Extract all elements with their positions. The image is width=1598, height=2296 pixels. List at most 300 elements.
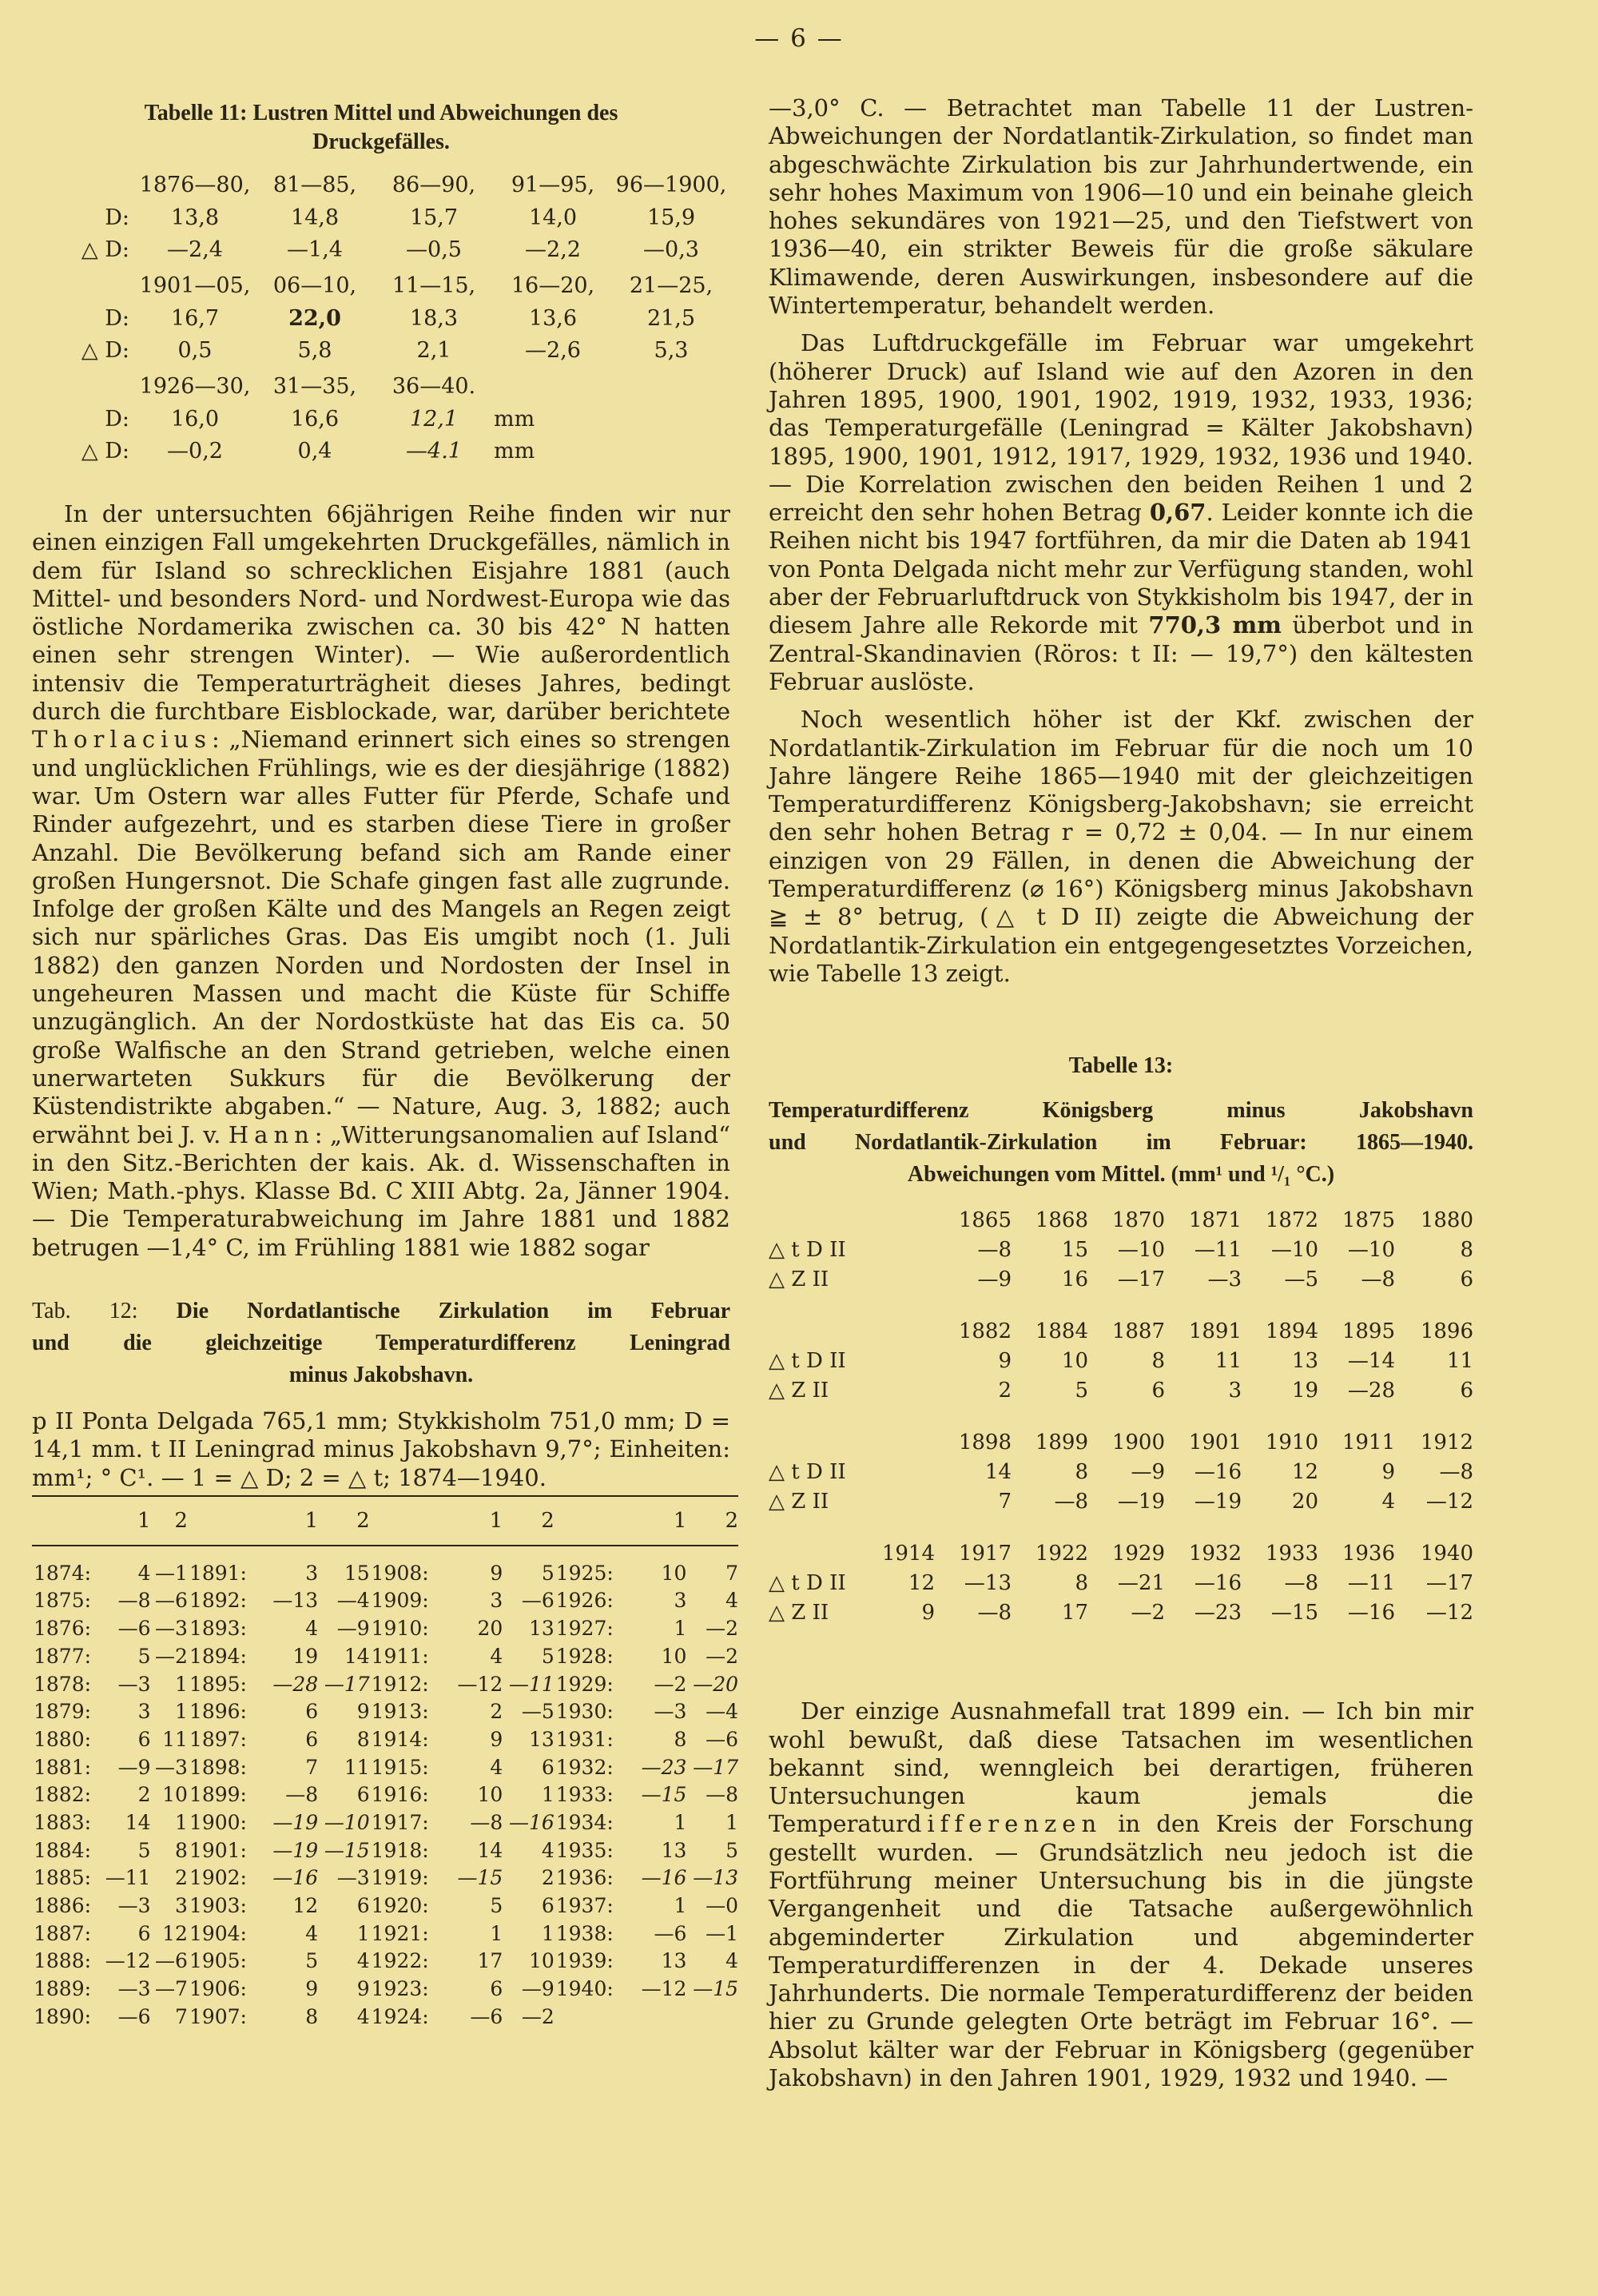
t13-row-label: △ Z II: [769, 1600, 829, 1625]
t13-year: 1882: [958, 1319, 1012, 1343]
t12-value-2: —0: [706, 1894, 738, 1917]
t12-year: 1896:: [189, 1700, 247, 1724]
t12-value-2: —4: [336, 1589, 370, 1613]
table13: [769, 1205, 1473, 1627]
t12-value-2: —9: [336, 1617, 370, 1641]
t13-value: 17: [1061, 1600, 1088, 1625]
t12-value-1: 8: [674, 1727, 687, 1751]
t12-value-1: 13: [661, 1949, 687, 1973]
t12-year: 1881:: [34, 1755, 92, 1779]
t12-value-2: 7: [175, 2004, 188, 2028]
t11-value: 16,0: [170, 406, 220, 432]
t13-value: —10: [1347, 1237, 1395, 1262]
t11-row-d: [32, 302, 730, 334]
t13-year: 1894: [1265, 1319, 1318, 1343]
t12-value-2: 8: [356, 1727, 370, 1751]
t12-value-2: —10: [324, 1810, 370, 1834]
t11-value: 0,4: [297, 438, 332, 464]
t13-value: —10: [1117, 1237, 1165, 1262]
t12-year: 1899:: [189, 1783, 247, 1807]
table-row: [32, 1697, 738, 1725]
t13-year-row: [769, 1516, 1473, 1568]
t12-value-1: 2: [490, 1700, 503, 1724]
t11-unit: mm: [494, 438, 535, 464]
t12-value-2: 2: [175, 1866, 188, 1890]
t12-value-2: 1: [356, 1921, 370, 1945]
t12-value-1: —6: [117, 2004, 151, 2028]
t13-value: —11: [1347, 1570, 1395, 1595]
t13-value: 16: [1061, 1267, 1088, 1291]
t12-value-1: 14: [125, 1810, 151, 1834]
t12-year: 1884:: [34, 1838, 92, 1862]
t12-year: 1885:: [34, 1866, 92, 1890]
t12-value-2: —6: [706, 1727, 738, 1751]
t13-value: —8: [1439, 1459, 1473, 1484]
t12-year: 1901:: [189, 1838, 247, 1862]
t12-value-2: 11: [344, 1755, 370, 1779]
t13-value: 8: [1075, 1570, 1088, 1595]
t12-value-1: —16: [272, 1866, 319, 1890]
t12-year: 1889:: [34, 1977, 92, 2001]
t12-value-2: 12: [162, 1921, 188, 1945]
t12-value-1: —3: [117, 1894, 151, 1917]
t11-period-header: 1901—05,: [139, 273, 251, 298]
t12-year: 1909:: [371, 1589, 429, 1613]
t13-year: 1910: [1265, 1430, 1318, 1454]
t12-year: 1919:: [371, 1866, 429, 1890]
t12-value-2: 1: [175, 1810, 188, 1834]
t12-year: 1902:: [189, 1866, 247, 1890]
t13-row-label: △ Z II: [769, 1489, 829, 1514]
table-row: [32, 1642, 738, 1670]
t13-year: 1868: [1035, 1208, 1088, 1232]
t11-value: 15,9: [646, 205, 696, 230]
t12-value-2: —1: [155, 1561, 188, 1585]
t11-period-header: 96—1900,: [615, 172, 727, 197]
t13-value: —16: [1194, 1459, 1242, 1484]
t12-year: 1893:: [189, 1617, 247, 1641]
table12: [32, 1495, 738, 2031]
t12-value-1: 1: [490, 1921, 503, 1945]
t12-value-2: 5: [541, 1561, 555, 1585]
t12-value-1: —6: [654, 1921, 687, 1945]
t12-col-header: 2: [174, 1508, 188, 1533]
t13-row-label: △ t D II: [769, 1237, 846, 1262]
t12-value-1: 13: [661, 1838, 687, 1862]
t12-value-2: —1: [706, 1921, 738, 1945]
t12-value-2: 9: [356, 1977, 370, 2001]
t12-year: 1886:: [34, 1894, 92, 1917]
t13-row-label: △ Z II: [769, 1267, 829, 1291]
t12-value-2: —17: [324, 1672, 370, 1696]
left-column: Tabelle 11: Lustren Mittel und Abweichungen des Druckgefälles. 1876—80, 81—85, 86—90, 91—95, 96—1900, D: 13,8 14,8 15,7 14,0 15,9 △ D: —2,4 —1,4 —0,5 —2,2 —0,3 1901—05, 06—10, 11—15, 16—20, 21—25, D: 16,7 22,0 18,3 13,6 21,5 △ D: 0,5 5,8 2,1 —2,6 5,3 1926—30, 31—35, 36—40. D: 16,0 16,6 12,1 mm △ D: —0,2 0,4 —4.1 mm In der untersuchten 66jährigen Reihe finden wir nur einen einzigen Fall umgekehrten Druckgefälles, nämlich in dem für Island so schrecklichen Eisjahre 1881 (auch Mittel- und besonders Nord- und Nordwest-Europa wie das östliche Nordamerika zwischen ca. 30 bis 42° N hatten einen sehr strengen Winter). — Wie außerordentlich intensiv die Temperaturträgheit dieses Jahres, bedingt durch die furchtbare Eisblockade, war, darüber berichtete Thorlacius: „Niemand erinnert sich eines so strengen und unglücklichen Frühlings, wie es der diesjährige (1882) war. Um Ostern war alles Futter für Pferde, Schafe und Rinder aufgezehrt, und es starben diese Tiere in großer Anzahl. Die Bevölkerung befand sich am Rande einer großen Hungersnot. Die Schafe gingen fast alle zugrunde. Infolge der großen Kälte und des Mangels an Regen zeigt sich nur spärliches Gras. Das Eis umgibt noch (1. Juli 1882) den ganzen Norden und Nordosten der Insel in ungeheuren Massen und macht die Küste für Schiffe unzugänglich. An der Nordostküste hat das Eis ca. 50 große Walfische an den Strand getrieben, welche einen unerwarteten Sukkurs für die Bevölkerung der Küstendistrikte abgaben.“ — Nature, Aug. 3, 1882; auch erwähnt bei J. v. Hann: „Witterungsanomalien auf Island“ in den Sitz.-Berichten der kais. Ak. d. Wissenschaften in Wien; Math.-phys. Klasse Bd. C XIII Abtg. 2a, Jänner 1904. — Die Temperaturabweichung im Jahre 1881 und 1882 betrugen —1,4° C, im Frühling 1881 wie 1882 sogar Tab. 12: Die Nordatlantische Zirkulation im Februar und die gleichzeitige Temperaturdifferenz Leningrad minus Jakobshavn. p II Ponta Delgada 765,1 mm; Stykkisholm 751,0 mm; D = 14,1 mm. t II Leningrad minus Jakobshavn 9,7°; Einheiten: mm¹; ° C¹. — 1 = △ D; 2 = △ t; 1874—1940. 1 2 1 2 1 2 1 2 1874: 4 —1 1891: 3 15 1908: 9 5 1925: 10 7 1875: —8 —6 1892: —13 —4 1909: 3 —6 1926: 3 4 1876: —6 —3 1893: 4 —9 1910: 20 13 1927: 1 —2 1877: 5 —2 1894: 19 14 1911: 4 5 1928: 10 —2 1878: —3 1 1895: —28 —17 1912: —12 —11 1929: —2 —20 1879: 3 1 1896: 6 9 1913: 2 —5 1930: —3 —4 1880: 6 11 1897: 6 8 1914: 9 13 1931: 8 —6 1881: —9 —3 1898: 7 11 1915: 4 6 1932: —23 —17 1882: 2 10 1899: —8 6 1916: 10 1 1933: —15 —8 1883: 14 1 1900: —19 —10 1917: —8 —16 1934: 1 1 1884: 5 8 1901: —19 —15 1918: 14 4 1935: 13 5 1885: —11 2 1902: —16 —3 1919: —15 2 1936: —16 —13 1886: —3 3 1903: 12 6 1920: 5 6 1937: 1 —0 1887: 6 12 1904: 4 1 1921: 1 1 1938: —6 —1 1888: —12 —6 1905: 5 4 1922: 17 10 1939: 13 4 1889: —3 —7 1906: 9 9 1923: 6 —9 1940: —12 —15 1890: —6 7 1907: 8 4 1924: —6 —2: [32, 94, 730, 2031]
t12-value-1: —8: [285, 1783, 319, 1807]
author-name-thorlacius: Thorlacius: [32, 726, 212, 754]
t11-row-d: [32, 201, 730, 233]
t12-year: 1925:: [555, 1561, 614, 1585]
t12-year: 1874:: [34, 1561, 92, 1585]
t12-year: 1905:: [189, 1949, 247, 1973]
t12-value-2: 6: [541, 1894, 555, 1917]
t12-year: 1933:: [555, 1783, 614, 1807]
t13-value: 7: [998, 1489, 1012, 1514]
t13-year: 1900: [1111, 1430, 1165, 1454]
t13-value: 9: [998, 1348, 1012, 1373]
t12-value-2: —2: [521, 2004, 555, 2028]
t13-value: —8: [977, 1600, 1012, 1625]
t13-value: —8: [1054, 1489, 1088, 1514]
t11-row-label: △ D:: [81, 237, 129, 262]
table12-note: p II Ponta Delgada 765,1 mm; Stykkisholm 751,0 mm; D = 14,1 mm. t II Leningrad minus Jakobshavn 9,7°; Einheiten: mm¹; ° C¹. — 1 = △ D; 2 = △ t; 1874—1940.: [32, 1407, 730, 1491]
t13-row-label: △ t D II: [769, 1570, 846, 1595]
t12-value-1: 9: [305, 1977, 319, 2001]
t12-year: 1939:: [555, 1949, 614, 1973]
t13-value: —28: [1347, 1378, 1395, 1403]
t12-value-2: 10: [162, 1783, 188, 1807]
t12-year: 1921:: [371, 1921, 429, 1945]
t13-value: —19: [1194, 1489, 1242, 1514]
t11-header-row: [32, 265, 730, 302]
t13-value: 4: [1381, 1489, 1395, 1514]
t12-year: 1907:: [189, 2004, 247, 2028]
t13-year: 1880: [1420, 1208, 1473, 1232]
t12-value-1: 1: [674, 1810, 687, 1834]
t12-value-1: 3: [674, 1589, 687, 1613]
t12-value-2: —17: [693, 1755, 738, 1779]
t12-col-header: 1: [489, 1508, 503, 1533]
t12-value-1: —8: [470, 1810, 503, 1834]
t13-row-t: [769, 1235, 1473, 1264]
t12-year: 1879:: [34, 1700, 92, 1724]
table-row: [32, 1614, 738, 1642]
t13-value: 5: [1075, 1378, 1088, 1403]
t12-value-1: 19: [292, 1644, 319, 1668]
t13-value: —8: [1361, 1267, 1395, 1291]
page-number: — 6 —: [754, 24, 844, 53]
t13-year: 1896: [1420, 1319, 1473, 1343]
t13-year-row: [769, 1294, 1473, 1346]
t12-value-2: —7: [155, 1977, 188, 2001]
t12-year: 1917:: [371, 1810, 429, 1834]
t12-year: 1938:: [555, 1921, 614, 1945]
t12-year: 1934:: [555, 1810, 614, 1834]
t12-year: 1891:: [189, 1561, 247, 1585]
table-row: [32, 1781, 738, 1809]
t13-value: 11: [1446, 1348, 1473, 1373]
t13-value: —16: [1347, 1600, 1395, 1625]
t12-value-1: —12: [641, 1977, 687, 2001]
t12-value-1: —15: [457, 1866, 503, 1890]
t12-value-2: 1: [175, 1672, 188, 1696]
t12-value-2: 4: [356, 1949, 370, 1973]
t12-value-2: 5: [541, 1644, 555, 1668]
t12-value-2: —4: [706, 1700, 738, 1724]
t12-year: 1898:: [189, 1755, 247, 1779]
t12-value-1: —16: [641, 1866, 687, 1890]
t13-value: 6: [1460, 1378, 1473, 1403]
t12-value-1: 3: [137, 1700, 151, 1724]
table-row: [32, 1809, 738, 1836]
right-paragraph-2: Das Luftdruckgefälle im Februar war umgekehrt (höherer Druck) auf Island wie auf den Azoren in den Jahren 1895, 1900, 1901, 1902, 1919, 1932, 1933, 1936; das Temperaturgefälle (Leningrad = Kälter Jakobshavn) 1895, 1900, 1901, 1912, 1917, 1929, 1932, 1936 und 1940. — Die Korrelation zwischen den beiden Reihen 1 und 2 erreicht den sehr hohen Betrag 0,67. Leider konnte ich die Reihen nicht bis 1947 fortführen, da mir die Daten ab 1941 von Ponta Delgada nicht mehr zur Verfügung standen, wohl aber der Februarluftdruck von Stykkisholm bis 1947, der in diesem Jahre alle Rekorde mit 770,3 mm überbot und in Zentral-Skandinavien (Röros: t II: — 19,7°) den kältesten Februar auslöste.: [769, 329, 1474, 695]
table-row: [32, 1892, 738, 1920]
t12-value-2: 6: [356, 1894, 370, 1917]
t13-row-t: [769, 1346, 1473, 1375]
t12-value-1: 10: [661, 1644, 687, 1668]
t13-row-t: [769, 1457, 1473, 1486]
t12-value-2: 4: [725, 1589, 738, 1613]
t13-value: 9: [1381, 1459, 1395, 1484]
t12-value-2: 5: [725, 1838, 738, 1862]
t13-value: —8: [1284, 1570, 1318, 1595]
t11-value: 13,6: [528, 305, 578, 331]
t12-value-2: 13: [528, 1727, 555, 1751]
t11-row-label: D:: [105, 205, 129, 230]
t13-year: 1871: [1188, 1208, 1242, 1232]
t12-value-2: —3: [155, 1617, 188, 1641]
t13-row-t: [769, 1568, 1473, 1598]
t12-value-1: —19: [272, 1838, 319, 1862]
t11-value: 14,8: [290, 205, 340, 230]
t12-value-1: 12: [292, 1894, 319, 1917]
t12-col-header: 2: [541, 1508, 555, 1533]
t12-year: 1894:: [189, 1644, 247, 1668]
t12-value-2: 2: [541, 1866, 555, 1890]
t13-value: 8: [1075, 1459, 1088, 1484]
t12-value-2: —5: [521, 1700, 555, 1724]
t13-value: 12: [908, 1570, 935, 1595]
t13-year: 1872: [1265, 1208, 1318, 1232]
table-row: [32, 2003, 738, 2031]
t12-value-2: 1: [725, 1810, 738, 1834]
t12-value-2: 15: [344, 1561, 370, 1585]
t13-year: 1940: [1420, 1541, 1473, 1566]
t13-value: 8: [1151, 1348, 1165, 1373]
t12-year: 1928:: [555, 1644, 614, 1668]
t12-value-1: —2: [654, 1672, 687, 1696]
t13-year: 1891: [1188, 1319, 1242, 1343]
t12-value-1: 7: [305, 1755, 319, 1779]
t12-year: 1910:: [371, 1617, 429, 1641]
t12-value-2: —9: [521, 1977, 555, 2001]
t11-period-header: 11—15,: [392, 273, 476, 298]
t12-year: 1904:: [189, 1921, 247, 1945]
right-paragraph-4: Der einzige Ausnahmefall trat 1899 ein. — Ich bin mir wohl bewußt, daß diese Tatsachen im wesentlichen bekannt sind, wenngleich bei derartigen, früheren Untersuchungen kaum jemals die Temperaturdifferenzen in den Kreis der Forschung gestellt wurden. — Grundsätzlich neu jedoch ist die Fortführung meiner Untersuchung bis in die jüngste Vergangenheit und die Tatsache außergewöhnlich abgeminderter Zirkulation und abgeminderter Temperaturdifferenzen in der 4. Dekade unseres Jahrhunderts. Die normale Temperaturdifferenz der beiden hier zu Grunde gelegten Orte beträgt im Februar 16°. — Absolut kälter war der Februar in Königsberg (gegenüber Jakobshavn) in den Jahren 1901, 1929, 1932 und 1940. —: [769, 1697, 1473, 2092]
t13-value: —17: [1117, 1267, 1165, 1291]
t13-value: —21: [1117, 1570, 1165, 1595]
t12-value-1: 8: [305, 2004, 319, 2028]
t12-year: 1923:: [371, 1977, 429, 2001]
t11-period-header: 36—40.: [392, 373, 476, 399]
t11-period-header: 1926—30,: [139, 373, 251, 399]
table13-caption-2: und Nordatlantik-Zirkulation im Februar: 1865—1940.: [769, 1130, 1473, 1156]
t12-value-2: —2: [706, 1617, 738, 1641]
t13-value: —16: [1194, 1570, 1242, 1595]
t11-unit: mm: [494, 406, 535, 432]
t12-value-1: 5: [305, 1949, 319, 1973]
t12-col-header: 2: [725, 1508, 738, 1533]
t12-value-2: —3: [336, 1866, 370, 1890]
t12-value-2: 4: [541, 1838, 555, 1862]
table-row: [32, 1864, 738, 1892]
t12-col-header: 1: [673, 1508, 687, 1533]
table-row: [32, 1587, 738, 1615]
t12-value-1: 3: [305, 1561, 319, 1585]
t11-value: 15,7: [409, 205, 459, 230]
t11-value: 16,7: [170, 305, 220, 331]
t12-year: 1876:: [34, 1617, 92, 1641]
t12-year: 1908:: [371, 1561, 429, 1585]
t13-year: 1936: [1342, 1541, 1395, 1566]
t13-year: 1887: [1111, 1319, 1165, 1343]
t11-value: —2,6: [525, 337, 581, 363]
t11-value: 0,5: [177, 337, 213, 363]
table-row: [32, 1920, 738, 1948]
t13-year: 1932: [1188, 1541, 1242, 1566]
t11-row-label: △ D:: [81, 337, 129, 363]
right-paragraph-1: —3,0° C. — Betrachtet man Tabelle 11 der Lustren-Abweichungen der Nordatlantik-Zirkulation, so findet man abgeschwächte Zirkulation bis zur Jahrhundertwende, ein sehr hohes Maximum von 1906—10 und ein beinahe gleich hohes sekundäres von 1921—25, und den Tiefstwert von 1936—40, ein strikter Beweis für die große säkulare Klimawende, deren Auswirkungen, insbesondere auf die Wintertemperatur, behandelt werden.: [769, 94, 1473, 320]
t13-value: —15: [1270, 1600, 1318, 1625]
t12-value-1: 6: [305, 1727, 319, 1751]
t13-value: 9: [921, 1600, 935, 1625]
t13-value: 2: [998, 1378, 1012, 1403]
t12-value-2: —8: [706, 1783, 738, 1807]
t13-year: 1914: [881, 1541, 935, 1566]
t12-value-2: 8: [175, 1838, 188, 1862]
t13-value: 19: [1291, 1378, 1318, 1403]
t11-period-header: 16—20,: [511, 273, 595, 298]
t12-value-1: —13: [272, 1589, 319, 1613]
t13-value: —5: [1284, 1267, 1318, 1291]
t13-value: —11: [1194, 1237, 1242, 1262]
t13-value: 20: [1291, 1489, 1318, 1514]
t12-year: 1900:: [189, 1810, 247, 1834]
t12-value-2: 6: [541, 1755, 555, 1779]
t11-header-row: [32, 165, 730, 201]
t12-value-1: 10: [477, 1783, 503, 1807]
t12-year: 1880:: [34, 1727, 92, 1751]
t12-year: 1897:: [189, 1727, 247, 1751]
t12-value-1: —28: [272, 1672, 319, 1696]
t12-value-2: 13: [528, 1617, 555, 1641]
table-row: [32, 1670, 738, 1698]
t13-year: 1922: [1035, 1541, 1088, 1566]
t13-year: 1865: [958, 1208, 1012, 1232]
t12-value-2: —6: [521, 1589, 555, 1613]
t12-value-1: —6: [470, 2004, 503, 2028]
t11-value: 5,8: [297, 337, 332, 363]
t12-col-header: 1: [137, 1508, 151, 1533]
t12-year: 1883:: [34, 1810, 92, 1834]
t12-value-1: 5: [137, 1644, 151, 1668]
t11-value: —2,4: [167, 237, 223, 262]
t13-value: —9: [977, 1267, 1012, 1291]
t11-value: —0,5: [406, 237, 462, 262]
t12-year: 1935:: [555, 1838, 614, 1862]
t11-row-label: D:: [105, 406, 129, 432]
table13-caption-3: Abweichungen vom Mittel. (mm¹ und ¹/₁ °C.): [907, 1162, 1335, 1188]
right-column: [769, 94, 1473, 2092]
t12-value-1: 1: [674, 1617, 687, 1641]
t12-value-1: 5: [137, 1838, 151, 1862]
t12-year: 1890:: [34, 2004, 92, 2028]
t11-value: —4.1: [406, 438, 462, 464]
t12-value-1: 3: [490, 1589, 503, 1613]
t12-value-2: —13: [693, 1866, 738, 1890]
left-paragraph: In der untersuchten 66jährigen Reihe finden wir nur einen einzigen Fall umgekehrten Druckgefälles, nämlich in dem für Island so schrecklichen Eisjahre 1881 (auch Mittel- und besonders Nord- und Nordwest-Europa wie das östliche Nordamerika zwischen ca. 30 bis 42° N hatten einen sehr strengen Winter). — Wie außerordentlich intensiv die Temperaturträgheit dieses Jahres, bedingt durch die furchtbare Eisblockade, war, darüber berichtete Thorlacius: „Niemand erinnert sich eines so strengen und unglücklichen Frühlings, wie es der diesjährige (1882) war. Um Ostern war alles Futter für Pferde, Schafe und Rinder aufgezehrt, und es starben diese Tiere in großer Anzahl. Die Bevölkerung befand sich am Rande einer großen Hungersnot. Die Schafe gingen fast alle zugrunde. Infolge der großen Kälte und des Mangels an Regen zeigt sich nur spärliches Gras. Das Eis umgibt noch (1. Juli 1882) den ganzen Norden und Nordosten der Insel in ungeheuren Massen und macht die Küste für Schiffe unzugänglich. An der Nordostküste hat das Eis ca. 50 große Walfische an den Strand getrieben, welche einen unerwarteten Sukkurs für die Bevölkerung der Küstendistrikte abgaben.“ — Nature, Aug. 3, 1882; auch erwähnt bei J. v. Hann: „Witterungsanomalien auf Island“ in den Sitz.-Berichten der kais. Ak. d. Wissenschaften in Wien; Math.-phys. Klasse Bd. C XIII Abtg. 2a, Jänner 1904. — Die Temperaturabweichung im Jahre 1881 und 1882 betrugen —1,4° C, im Frühling 1881 wie 1882 sogar: [32, 500, 730, 1261]
t11-value: —0,3: [643, 237, 699, 262]
t11-value: 16,6: [290, 406, 340, 432]
t13-year: 1901: [1188, 1430, 1242, 1454]
t13-year-row: [769, 1405, 1473, 1457]
t12-value-2: 1: [175, 1700, 188, 1724]
t13-year: 1917: [958, 1541, 1012, 1566]
author-name-hann: Hann: [228, 1120, 315, 1148]
t12-value-2: —6: [155, 1589, 188, 1613]
t12-value-2: 4: [356, 2004, 370, 2028]
t11-period-header: 86—90,: [392, 172, 476, 197]
t11-value: 22,0: [288, 305, 341, 331]
t12-year: 1912:: [371, 1672, 429, 1696]
t12-value-1: —12: [457, 1672, 503, 1696]
t12-value-1: —3: [117, 1672, 151, 1696]
t12-year: 1875:: [34, 1589, 92, 1613]
t12-value-2: —11: [508, 1672, 555, 1696]
table13-title: Tabelle 13:: [1068, 1053, 1174, 1079]
t12-value-1: 9: [490, 1561, 503, 1585]
t12-value-1: 10: [661, 1561, 687, 1585]
t12-value-1: 5: [490, 1894, 503, 1917]
t12-value-2: —2: [155, 1644, 188, 1668]
t13-value: —10: [1270, 1237, 1318, 1262]
t12-value-2: —2: [706, 1644, 738, 1668]
t13-year: 1929: [1111, 1541, 1165, 1566]
t12-year: 1913:: [371, 1700, 429, 1724]
table-row: [32, 1948, 738, 1976]
t12-year: 1931:: [555, 1727, 614, 1751]
t12-value-2: 11: [162, 1727, 188, 1751]
t13-value: 12: [1291, 1459, 1318, 1484]
t12-value-2: —20: [693, 1672, 738, 1696]
t12-value-1: 6: [305, 1700, 319, 1724]
table-row: [32, 1725, 738, 1753]
t12-value-1: —15: [641, 1783, 687, 1807]
t12-value-1: 4: [305, 1921, 319, 1945]
t11-period-header: 31—35,: [272, 373, 357, 399]
t12-year: 1916:: [371, 1783, 429, 1807]
t12-year: 1878:: [34, 1672, 92, 1696]
t13-row-label: △ Z II: [769, 1378, 829, 1403]
table-row: [32, 1975, 738, 2003]
t13-year: 1898: [958, 1430, 1012, 1454]
t12-value-1: 6: [137, 1727, 151, 1751]
table-row: [32, 1753, 738, 1781]
t11-value: 21,5: [646, 305, 696, 331]
table12-caption: Tab. 12: Die Nordatlantische Zirkulation im Februar: [32, 1299, 731, 1324]
t12-year: 1887:: [34, 1921, 92, 1945]
t12-value-1: 4: [137, 1561, 151, 1585]
t13-value: —3: [1207, 1267, 1242, 1291]
t12-value-1: —3: [117, 1977, 151, 2001]
table11-caption: Tabelle 11: Lustren Mittel und Abweichungen des Druckgefälles.: [144, 101, 618, 154]
t12-value-1: 6: [137, 1921, 151, 1945]
t13-row-z: [769, 1264, 1473, 1294]
t12-year: 1932:: [555, 1755, 614, 1779]
t12-value-2: 9: [356, 1700, 370, 1724]
t12-year: 1888:: [34, 1949, 92, 1973]
t11-value: —1,4: [287, 237, 343, 262]
t13-value: 6: [1151, 1378, 1165, 1403]
t13-value: —14: [1347, 1348, 1395, 1373]
